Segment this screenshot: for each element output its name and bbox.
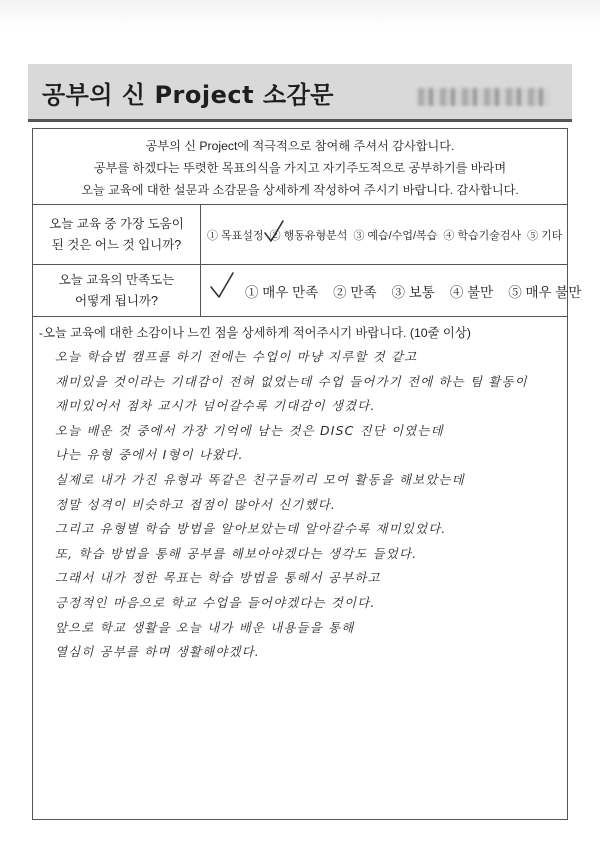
redacted-info (418, 88, 550, 106)
question-label-line: 오늘 교육 중 가장 도움이 (49, 216, 184, 231)
handwritten-line: 앞으로 학교 생활을 오늘 내가 배운 내용들을 통해 (55, 619, 355, 635)
handwritten-line: 나는 유형 중에서 I형이 나왔다. (55, 447, 244, 463)
handwritten-line: 긍정적인 마음으로 학교 수업을 들어야겠다는 것이다. (55, 594, 376, 610)
feedback-form (32, 128, 582, 820)
question-helpful-row (33, 205, 567, 265)
question-helpful-label (33, 205, 201, 264)
handwritten-line: 또, 학습 방법을 통해 공부를 해보아야겠다는 생각도 들었다. (55, 545, 418, 561)
option-other[interactable]: ⑤ 기타 (527, 229, 563, 242)
question-label-line: 어떻게 됩니까? (75, 293, 158, 308)
handwritten-line: 그리고 유형별 학습 방법을 알아보았는데 알아갈수록 재미있었다. (55, 521, 447, 537)
option-very-dissatisfied[interactable]: ⑤ 매우 불만 (508, 284, 582, 300)
handwritten-line: 열심히 공부를 하며 생활해야겠다. (55, 644, 260, 660)
intro-line: 공부를 하겠다는 뚜렷한 목표의식을 가지고 자기주도적으로 공부하기를 바라며 (93, 161, 507, 175)
comment-prompt: -오늘 교육에 대한 소감이나 느낀 점을 상세하게 적어주시기 바랍니다. (10줄 이상) (39, 326, 471, 340)
intro-message (33, 129, 567, 205)
page-title: 공부의 신 Project 소감문 (42, 81, 334, 109)
scan-edge (0, 0, 600, 28)
option-behavior-analysis[interactable]: ② 행동유형분석 (269, 229, 348, 242)
option-neutral[interactable]: ③ 보통 (391, 284, 435, 300)
handwritten-comment (55, 345, 555, 665)
question-label-line: 오늘 교육의 만족도는 (58, 272, 175, 287)
handwritten-line: 오늘 학습법 캠프를 하기 전에는 수업이 마냥 지루할 것 같고 (55, 349, 418, 364)
option-study-review[interactable]: ③ 예습/수업/복습 (353, 229, 438, 242)
handwritten-line: 정말 성격이 비슷하고 접점이 많아서 신기했다. (55, 496, 337, 512)
check-mark-icon (209, 271, 235, 301)
intro-line: 공부의 신 Project에 적극적으로 참여해 주셔서 감사합니다. (145, 139, 455, 153)
question-satisfaction-label (33, 265, 201, 316)
header-bar (28, 64, 572, 122)
check-mark-icon (263, 219, 285, 245)
option-dissatisfied[interactable]: ④ 불만 (449, 284, 494, 300)
intro-line: 오늘 교육에 대한 설문과 소감문을 상세하게 작성하여 주시기 바랍니다. 감사합니다. (81, 183, 519, 197)
option-goal-setting[interactable]: ① 목표설정 (207, 229, 264, 242)
question-satisfaction-row (33, 265, 582, 317)
handwritten-line: 실제로 내가 가진 유형과 똑같은 친구들끼리 모여 활동을 해보았는데 (55, 471, 465, 487)
handwritten-line: 그래서 내가 정한 목표는 학습 방법을 통해서 공부하고 (55, 570, 381, 586)
handwritten-line: 오늘 배운 것 중에서 가장 기억에 남는 것은 DISC 진단 이였는데 (55, 422, 444, 438)
question-helpful-options (201, 205, 567, 264)
question-label-line: 된 것은 어느 것 입니까? (51, 237, 182, 252)
option-satisfied[interactable]: ② 만족 (333, 284, 377, 300)
option-study-skill-test[interactable]: ④ 학습기술검사 (443, 229, 522, 242)
option-very-satisfied[interactable]: ① 매우 만족 (245, 284, 319, 300)
handwritten-line: 재미있을 것이라는 기대감이 전혀 없었는데 수업 들어가기 전에 하는 팀 활동이 (55, 373, 528, 389)
question-satisfaction-options (201, 265, 582, 316)
handwritten-line: 재미있어서 점차 교시가 넘어갈수록 기대감이 생겼다. (55, 398, 376, 414)
